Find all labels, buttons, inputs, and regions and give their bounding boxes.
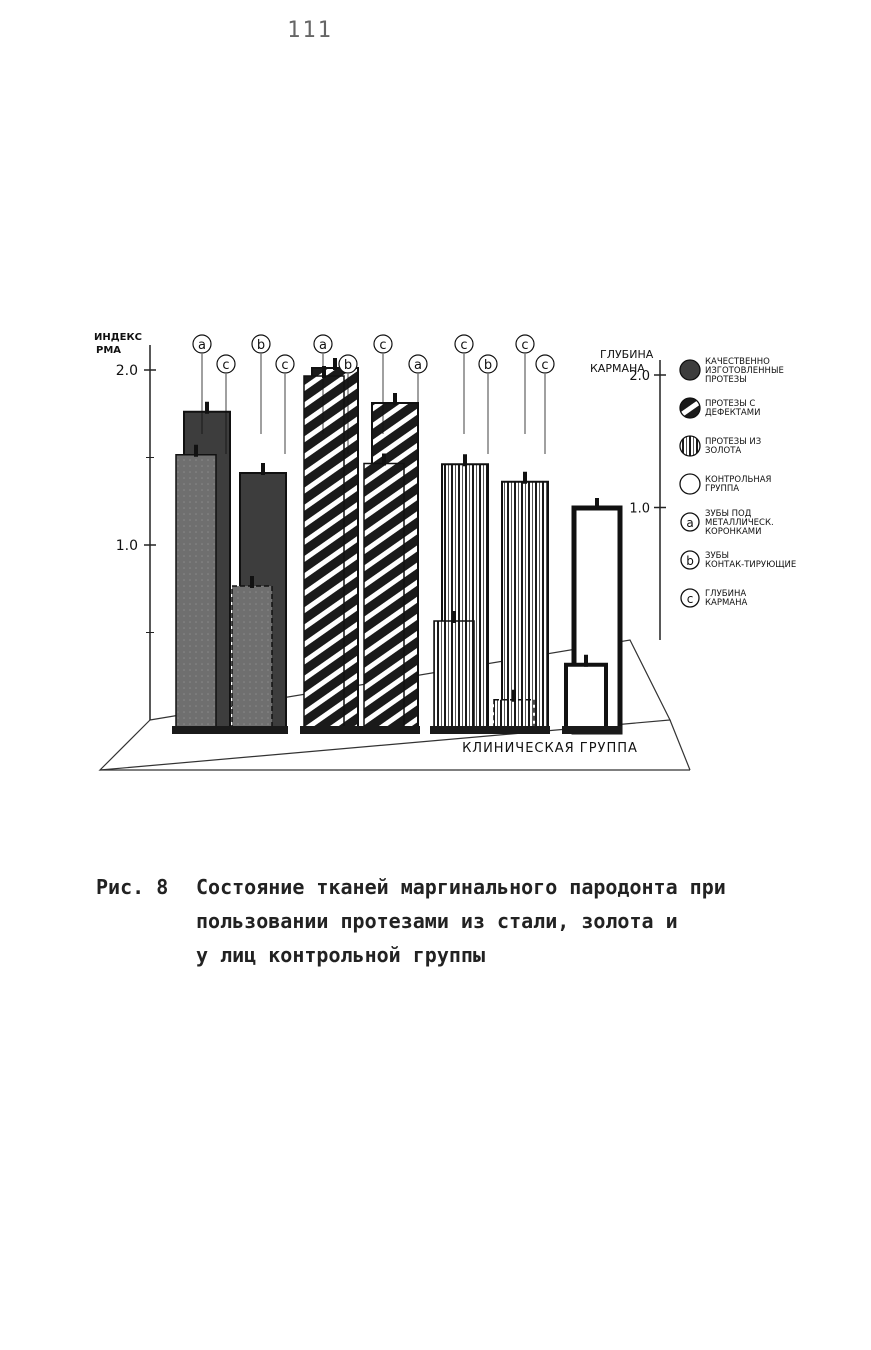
bar-front [434, 621, 474, 730]
legend-label: ДЕФЕКТАМИ [705, 408, 761, 418]
bar-base [490, 726, 550, 734]
legend-label: КАРМАНА [705, 598, 748, 608]
bar-group [228, 463, 288, 734]
marker-b [252, 335, 270, 434]
error-mark-back [463, 454, 467, 466]
marker-letter: b [483, 358, 493, 373]
legend-marker-letter: b [686, 554, 694, 568]
y-axis-label-line2: РМА [96, 345, 122, 356]
legend-label: ГЛУБИНА [705, 589, 747, 599]
error-mark-back [333, 358, 337, 370]
y-axis-label-line1: ИНДЕКС [94, 332, 142, 343]
bar-base [430, 726, 490, 734]
error-mark-back [261, 463, 265, 475]
bar-front [364, 464, 404, 731]
error-mark-back [205, 402, 209, 414]
error-mark-front [452, 611, 456, 623]
legend-swatch [680, 398, 700, 418]
x-axis-label: КЛИНИЧЕСКАЯ ГРУППА [462, 741, 638, 756]
legend-label: ЗУБЫ ПОД [705, 509, 752, 519]
error-mark-front [250, 576, 254, 588]
error-mark-front [382, 454, 386, 466]
legend-item [680, 436, 761, 456]
marker-c [536, 355, 554, 454]
legend-label: ПРОТЕЗЫ ИЗ [705, 437, 762, 447]
legend-label: КАЧЕСТВЕННО [705, 357, 770, 367]
marker-letter: c [281, 358, 289, 373]
bar-front [566, 665, 606, 730]
marker-letter: c [460, 338, 468, 353]
bar-front [176, 455, 216, 730]
legend-label: ЗОЛОТА [705, 446, 742, 456]
marker-letter: c [521, 338, 529, 353]
marker-letter: a [198, 338, 206, 353]
bar-group [360, 393, 420, 734]
marker-letter: c [541, 358, 549, 373]
figure-caption [96, 870, 816, 972]
y2-axis-label-line2: КАРМАНА [590, 362, 645, 375]
legend-item [681, 551, 796, 570]
y-tick-label-left: 2.0 [115, 363, 138, 379]
legend-marker-letter: c [686, 592, 694, 606]
legend-marker-letter: a [686, 516, 694, 530]
legend-label: ПРОТЕЗЫ С [705, 399, 756, 409]
error-mark-front [194, 445, 198, 457]
bar-chart-3d [80, 320, 800, 810]
y-tick-label-left: 1.0 [115, 538, 138, 554]
marker-letter: a [414, 358, 422, 373]
bar-base [172, 726, 232, 734]
legend-swatch [680, 436, 700, 456]
legend-swatch [680, 474, 700, 494]
caption-label: Рис. 8 [96, 875, 169, 899]
legend-item [681, 509, 774, 537]
caption-line-1: Состояние тканей маргинального пародонта при [196, 875, 726, 899]
marker-c [276, 355, 294, 454]
bar-front [304, 376, 344, 730]
bar-base [360, 726, 420, 734]
y2-axis-label-line1: ГЛУБИНА [600, 348, 654, 361]
bar-back [502, 482, 548, 732]
bars-layer [172, 358, 622, 734]
bar-front [494, 700, 534, 730]
error-mark-front [584, 655, 588, 667]
legend-item [681, 589, 748, 608]
legend-item [680, 357, 784, 385]
y-axis-left [116, 345, 156, 720]
marker-c [516, 335, 534, 434]
legend-label: ГРУППА [705, 484, 740, 494]
marker-b [479, 355, 497, 454]
legend-label: КОНТРОЛЬНАЯ [705, 475, 772, 485]
y-tick-label-right: 2.0 [629, 369, 650, 384]
marker-letter: a [319, 338, 327, 353]
bar-base [300, 726, 360, 734]
legend-label: ИЗГОТОВЛЕННЫЕ [705, 366, 784, 376]
legend-item [680, 474, 772, 494]
bar-group [490, 472, 550, 734]
y-tick-label-right: 1.0 [629, 501, 650, 517]
bar-base [562, 726, 622, 734]
bar-group [430, 454, 490, 734]
bar-group [172, 402, 232, 734]
legend-label: КОРОНКАМИ [705, 527, 762, 537]
legend [680, 357, 796, 608]
legend-label: КОНТАК-ТИРУЮЩИЕ [705, 560, 797, 570]
marker-letter: c [379, 338, 387, 353]
error-mark-front [512, 690, 516, 702]
page-number: 111 [287, 18, 333, 43]
marker-letter: b [343, 358, 353, 373]
error-mark-back [523, 472, 527, 484]
error-mark-back [595, 498, 599, 510]
marker-letter: b [256, 338, 266, 353]
marker-c [455, 335, 473, 434]
bar-base [228, 726, 288, 734]
error-mark-back [393, 393, 397, 405]
y-axis-right [629, 360, 666, 640]
bar-group [300, 358, 360, 734]
legend-label: ПРОТЕЗЫ [705, 375, 747, 385]
caption-line-3: у лиц контрольной группы [196, 943, 485, 967]
caption-line-2: пользовании протезами из стали, золота и [196, 909, 678, 933]
legend-swatch [680, 360, 700, 380]
legend-label: МЕТАЛЛИЧЕСК. [705, 518, 774, 528]
bar-front [232, 586, 272, 730]
bar-group [562, 498, 622, 734]
marker-letter: c [222, 358, 230, 373]
legend-item [680, 398, 760, 418]
legend-label: ЗУБЫ [705, 551, 729, 561]
